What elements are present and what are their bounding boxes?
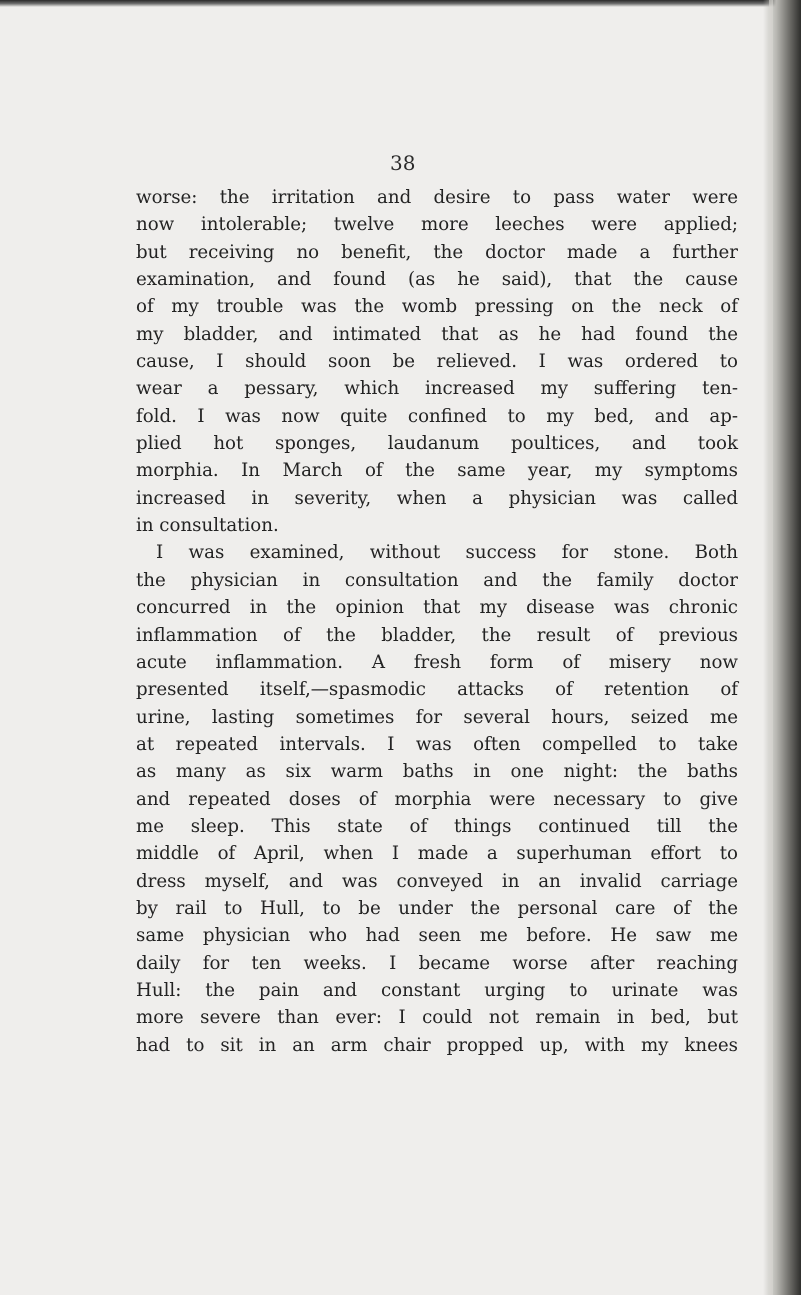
text-line: worse: the irritation and desire to pass water were xyxy=(136,187,738,208)
text-line: in consultation. xyxy=(136,515,279,537)
page-top-shadow xyxy=(0,0,801,7)
text-line: same physician who had seen me before. He saw me xyxy=(136,925,738,947)
text-line: fold. I was now quite confined to my bed, and ap- xyxy=(136,405,738,427)
text-line: acute inflammation. A fresh form of misery now xyxy=(136,651,738,673)
text-line: my bladder, and intimated that as he had found the xyxy=(136,323,738,345)
text-line: dress myself, and was conveyed in an invalid carriage xyxy=(136,870,738,892)
text-line: daily for ten weeks. I became worse after reaching xyxy=(136,952,738,974)
text-line: plied hot sponges, laudanum poultices, and took xyxy=(136,433,738,455)
text-line: cause, I should soon be relieved. I was ordered to xyxy=(136,351,738,373)
text-line: now intolerable; twelve more leeches were applied; xyxy=(136,214,738,236)
text-line: and repeated doses of morphia were necessary to give xyxy=(136,788,738,810)
text-line: had to sit in an arm chair propped up, with my knees xyxy=(136,1034,738,1056)
text-line: as many as six warm baths in one night: the baths xyxy=(136,761,738,783)
text-line: presented itself,—spasmodic attacks of retention of xyxy=(136,679,738,701)
text-line: more severe than ever: I could not remain in bed, but xyxy=(136,1007,738,1029)
text-line: middle of April, when I made a superhuman effort to xyxy=(136,843,738,865)
body-text xyxy=(136,184,738,1059)
text-line: wear a pessary, which increased my suffering ten- xyxy=(136,378,738,400)
page-edge-highlight xyxy=(769,0,773,1295)
text-line: the physician in consultation and the family doctor xyxy=(136,569,738,591)
text-line: morphia. In March of the same year, my symptoms xyxy=(136,460,738,482)
text-line: of my trouble was the womb pressing on the neck of xyxy=(136,296,738,318)
text-line: increased in severity, when a physician was called xyxy=(136,487,738,509)
text-line: concurred in the opinion that my disease was chronic xyxy=(136,597,738,619)
text-line: at repeated intervals. I was often compelled to take xyxy=(136,733,738,755)
text-line: examination, and found (as he said), that the cause xyxy=(136,269,738,291)
text-line: Hull: the pain and constant urging to urinate was xyxy=(136,979,738,1001)
page-number: 38 xyxy=(390,151,416,175)
text-line: I was examined, without success for stone. Both xyxy=(156,542,738,564)
text-line: urine, lasting sometimes for several hours, seized me xyxy=(136,706,738,728)
text-line: inflammation of the bladder, the result of previous xyxy=(136,624,738,646)
text-line: but receiving no benefit, the doctor made a further xyxy=(136,241,738,263)
text-line: by rail to Hull, to be under the personal care of the xyxy=(136,897,738,919)
text-line: me sleep. This state of things continued till the xyxy=(136,815,738,837)
